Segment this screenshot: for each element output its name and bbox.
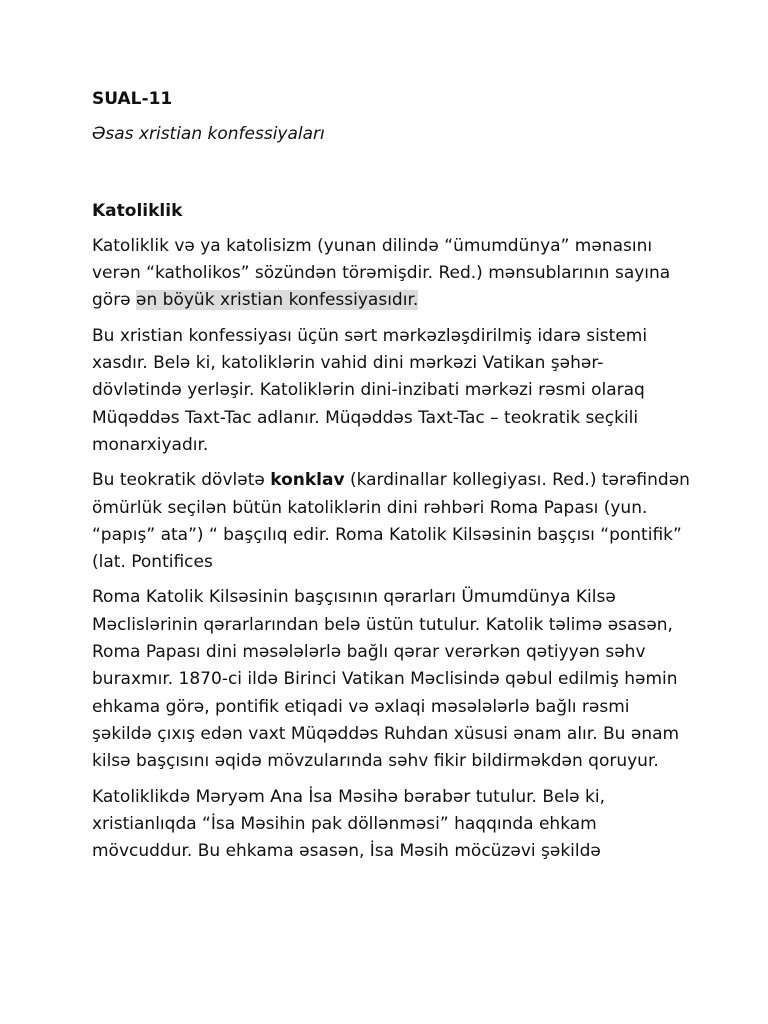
question-heading: SUAL-11 [92,89,173,109]
paragraph-3 [92,467,692,576]
paragraph-1-text: Katoliklik və ya katolisizm (yunan dilində “ümumdünya” mənasını verən “katholikos” sözündən törəmişdir. Red.) mənsublarının sayına görə [92,235,671,311]
paragraph-1 [92,233,692,315]
bold-term: konklav [270,470,345,491]
section-title: Katoliklik [92,200,183,221]
paragraph-4: Roma Katolik Kilsəsinin başçısının qərarları Ümumdünya Kilsə Məclislərinin qərarlarından belə üstün tutulur. Katolik təlimə əsasən, Roma Papası dini məsələlərlə bağlı qərar verərkən qətiyyən səhv buraxmır. 1870-ci ildə Birinci Vatikan Məclisində qəbul edilmiş həmin ehkama görə, pontifik etiqadi və əxlaqi məsələlərlə bağlı rəsmi şəkildə çıxış edən vaxt Müqəddəs Ruhdan xüsusi ənam alır. Bu ənam kilsə başçısını əqidə mövzularında səhv fikir bildirməkdən qoruyur. [92,587,680,772]
document-subtitle: Əsas xristian konfessiyaları [92,124,325,145]
document-page [92,86,692,865]
paragraph-5: Katoliklikdə Məryəm Ana İsa Məsihə bərabər tutulur. Belə ki, xristianlıqda “İsa Məsihin pak döllənməsi” haqqında ehkam mövcuddur. Bu ehkama əsasən, İsa Məsih möcüzəvi şəkildə [92,786,606,862]
paragraph-3-text-end: (kardinallar kollegiyası. Red.) tərəfindən ömürlük seçilən bütün katoliklərin dini rəhbəri Roma Papası (yun. “papış” ata”) “ başçılıq edir. Roma Katolik Kilsəsinin başçısı “pontifik” (lat. Pontifices [92,470,690,573]
highlighted-text: ən böyük xristian konfessiyasıdır. [136,290,419,311]
paragraph-2: Bu xristian konfessiyası üçün sərt mərkəzləşdirilmiş idarə sistemi xasdır. Belə ki, katoliklərin vahid dini mərkəzi Vatikan şəhər-dövlətində yerləşir. Katoliklərin dini-inzibati mərkəzi rəsmi olaraq Müqəddəs Taxt-Tac adlanır. Müqəddəs Taxt-Tac – teokratik seçkili monarxiyadır. [92,325,648,455]
paragraph-3-text-start: Bu teokratik dövlətə [92,470,271,491]
